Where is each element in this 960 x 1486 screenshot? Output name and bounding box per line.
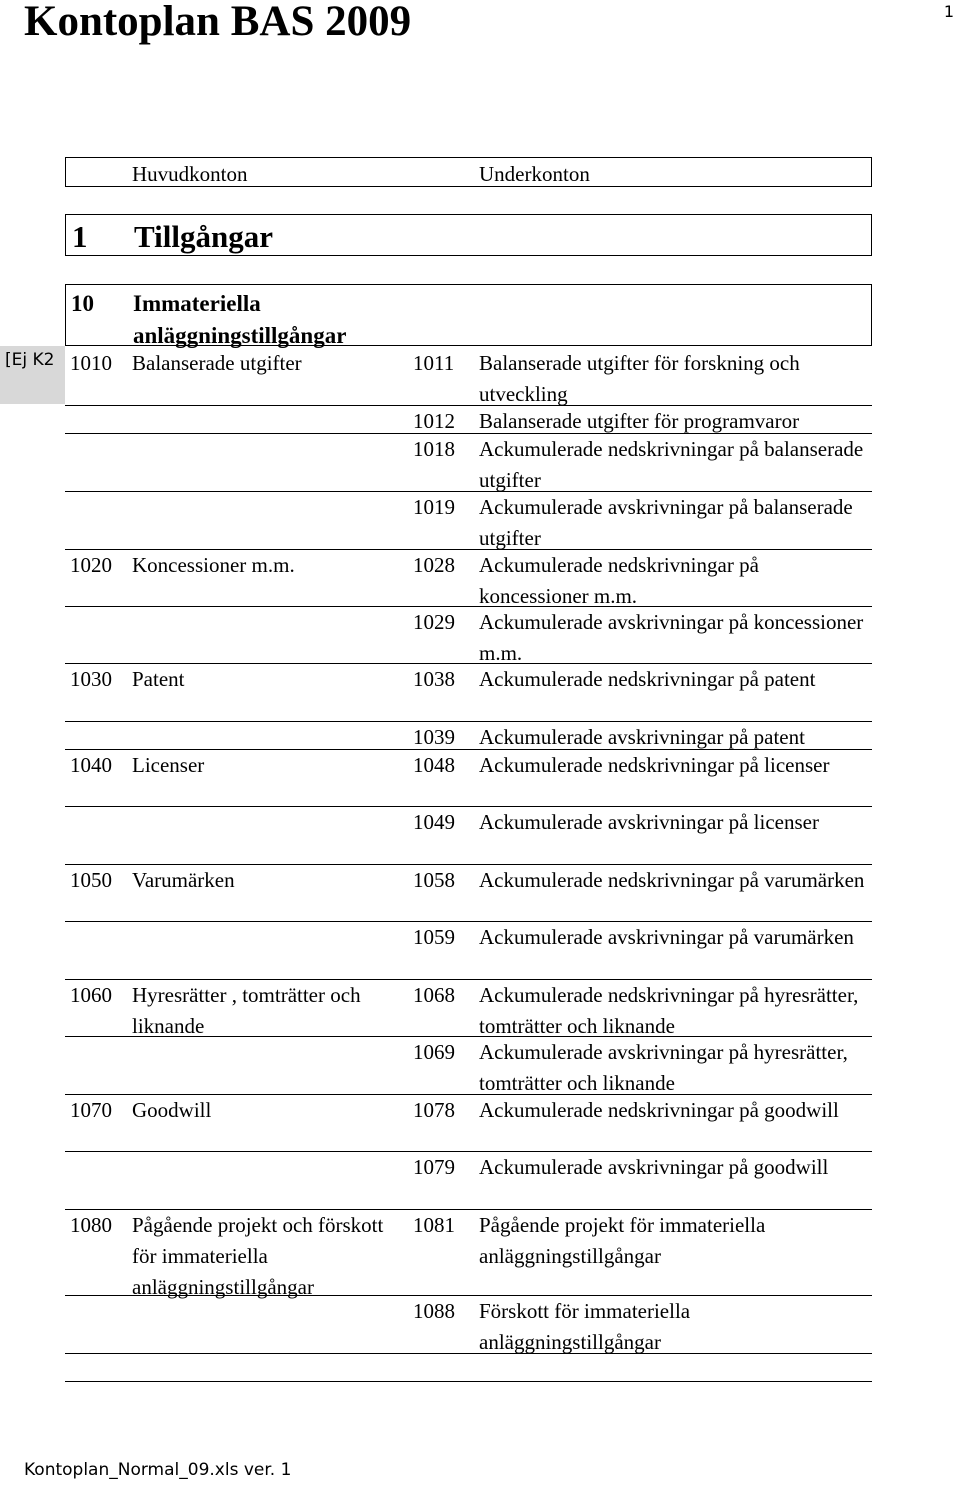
sub-account-name: Ackumulerade avskrivningar på varumärken xyxy=(479,925,854,949)
sub-account-code: 1048 xyxy=(413,753,455,777)
table-row xyxy=(65,806,872,865)
table-row xyxy=(65,1353,872,1382)
sub-account-code: 1058 xyxy=(413,868,455,892)
sub-account-code: 1068 xyxy=(413,983,455,1007)
table-row xyxy=(65,491,872,550)
sub-account-name: Balanserade utgifter för programvaror xyxy=(479,409,800,433)
table-row xyxy=(65,433,872,492)
account-group-heading xyxy=(65,284,872,346)
main-account-name: Hyresrätter , tomträtter och liknande xyxy=(132,983,361,1038)
main-account-name: Koncessioner m.m. xyxy=(132,553,295,577)
page-number: 1 xyxy=(943,2,954,21)
sub-account-code: 1049 xyxy=(413,810,455,834)
sub-account-name: Ackumulerade avskrivningar på koncessioner m.m. xyxy=(479,610,864,665)
main-account-code: 1060 xyxy=(70,983,112,1007)
main-account-name: Patent xyxy=(132,667,185,691)
account-class-heading xyxy=(65,214,872,256)
sub-account-name: Ackumulerade nedskrivningar på goodwill xyxy=(479,1098,839,1122)
sub-accounts-header: Underkonton xyxy=(479,162,590,186)
table-row xyxy=(65,1036,872,1095)
table-row xyxy=(65,979,872,1037)
k2-flag-label: [Ej K2 xyxy=(5,350,55,370)
account-group-name: Immateriella anläggningstillgångar xyxy=(133,291,347,348)
main-account-name: Licenser xyxy=(132,753,205,777)
table-row xyxy=(65,347,872,406)
sub-account-code: 1012 xyxy=(413,409,455,433)
page-title: Kontoplan BAS 2009 xyxy=(24,0,412,45)
main-account-code: 1020 xyxy=(70,553,112,577)
sub-account-name: Balanserade utgifter för forskning och utveckling xyxy=(479,351,800,406)
sub-account-name: Ackumulerade nedskrivningar på licenser xyxy=(479,753,830,777)
account-class-name: Tillgångar xyxy=(134,219,273,254)
sub-account-code: 1088 xyxy=(413,1299,455,1323)
table-row xyxy=(65,921,872,980)
sub-account-code: 1029 xyxy=(413,610,455,634)
sub-account-name: Ackumulerade nedskrivningar på balanserade utgifter xyxy=(479,437,864,492)
table-row xyxy=(65,721,872,750)
sub-account-name: Pågående projekt för immateriella anläggningstillgångar xyxy=(479,1213,766,1268)
sub-account-name: Ackumulerade avskrivningar på balanserade utgifter xyxy=(479,495,853,550)
sub-account-name: Ackumulerade avskrivningar på hyresrätter, tomträtter och liknande xyxy=(479,1040,848,1095)
main-account-code: 1080 xyxy=(70,1213,112,1237)
main-account-code: 1040 xyxy=(70,753,112,777)
table-row xyxy=(65,1209,872,1299)
main-account-code: 1070 xyxy=(70,1098,112,1122)
table-row xyxy=(65,1151,872,1210)
sub-account-name: Ackumulerade avskrivningar på goodwill xyxy=(479,1155,829,1179)
table-row xyxy=(65,606,872,664)
sub-account-code: 1019 xyxy=(413,495,455,519)
table-row xyxy=(65,864,872,922)
sub-account-name: Ackumulerade avskrivningar på patent xyxy=(479,725,805,749)
main-account-code: 1050 xyxy=(70,868,112,892)
sub-account-name: Ackumulerade nedskrivningar på hyresrätter, tomträtter och liknande xyxy=(479,983,859,1038)
account-class-code: 1 xyxy=(72,219,88,254)
account-group-code: 10 xyxy=(71,291,94,316)
main-account-name: Goodwill xyxy=(132,1098,212,1122)
table-row xyxy=(65,405,872,434)
sub-account-code: 1079 xyxy=(413,1155,455,1179)
table-row xyxy=(65,663,872,722)
sub-account-code: 1059 xyxy=(413,925,455,949)
main-account-name: Varumärken xyxy=(132,868,235,892)
table-row xyxy=(65,1295,872,1354)
column-header xyxy=(65,157,872,187)
sub-account-name: Ackumulerade avskrivningar på licenser xyxy=(479,810,819,834)
sub-account-code: 1018 xyxy=(413,437,455,461)
sub-account-code: 1011 xyxy=(413,351,455,375)
sub-account-name: Ackumulerade nedskrivningar på koncessioner m.m. xyxy=(479,553,759,608)
sub-account-name: Ackumulerade nedskrivningar på patent xyxy=(479,667,816,691)
table-row xyxy=(65,1094,872,1152)
main-account-code: 1030 xyxy=(70,667,112,691)
sub-account-code: 1081 xyxy=(413,1213,455,1237)
sub-account-name: Ackumulerade nedskrivningar på varumärken xyxy=(479,868,865,892)
k2-flag xyxy=(0,346,65,404)
sub-account-name: Förskott för immateriella anläggningstillgångar xyxy=(479,1299,691,1354)
sub-account-code: 1039 xyxy=(413,725,455,749)
table-row xyxy=(65,749,872,807)
main-account-name: Balanserade utgifter xyxy=(132,351,302,375)
sub-account-code: 1078 xyxy=(413,1098,455,1122)
file-footer: Kontoplan_Normal_09.xls ver. 1 xyxy=(24,1460,292,1480)
main-account-code: 1010 xyxy=(70,351,112,375)
table-row xyxy=(65,549,872,607)
main-account-name: Pågående projekt och förskott för immateriella anläggningstillgångar xyxy=(132,1213,384,1299)
sub-account-code: 1028 xyxy=(413,553,455,577)
sub-account-code: 1069 xyxy=(413,1040,455,1064)
main-accounts-header: Huvudkonton xyxy=(132,162,248,186)
sub-account-code: 1038 xyxy=(413,667,455,691)
